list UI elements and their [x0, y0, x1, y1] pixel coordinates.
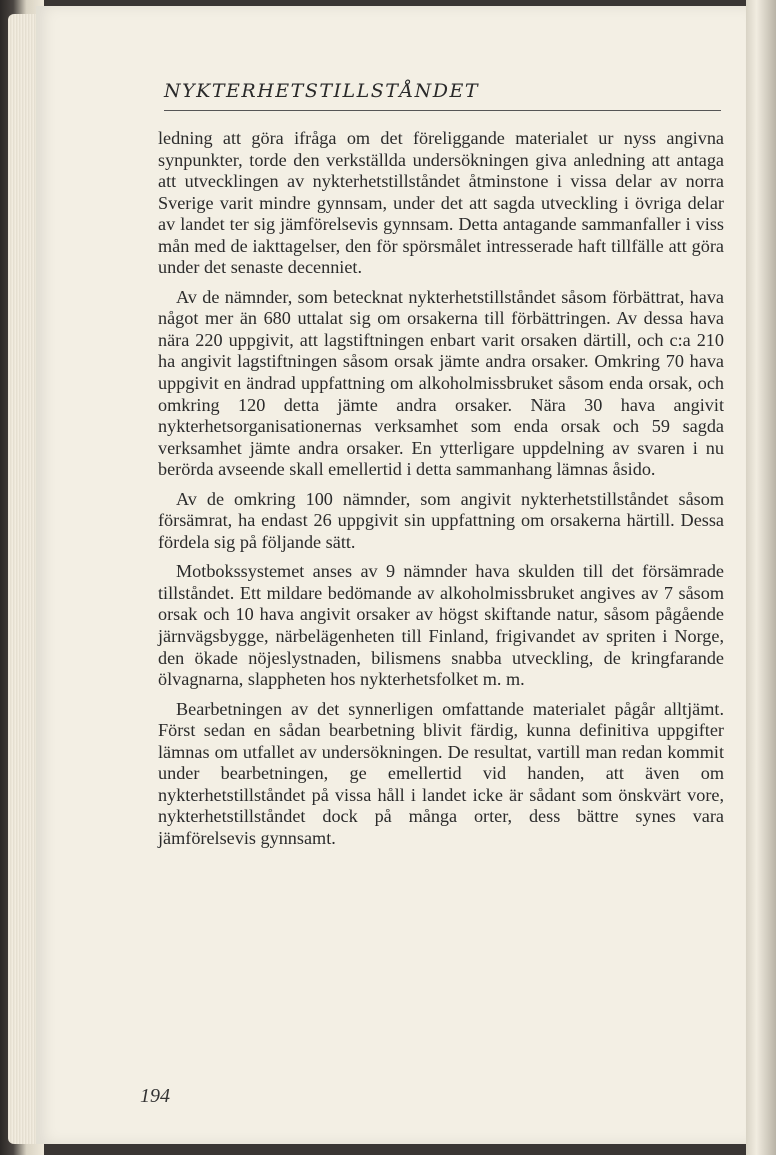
page-number: 194 [140, 1085, 170, 1107]
paragraph: Av de nämnder, som betecknat nykterhetstillståndet såsom förbättrat, hava något mer än 680 uttalat sig om orsakerna till förbättringen. Av dessa hava nära 220 uppgivit, att lagstiftningen enbart varit orsaken därtill, och c:a 210 ha angivit lagstiftningen såsom orsak jämte andra orsaker. Omkring 70 hava uppgivit en ändrad uppfattning om alkoholmissbruket såsom enda orsak, och omkring 120 detta jämte andra orsaker. Nära 30 hava angivit nykterhetsorganisationernas verksamhet som enda orsak och 59 sagda verksamhet jämte andra orsaker. En ytterligare uppdelning av svaren i nu berörda avseende skall emellertid i detta sammanhang lämnas åsido. [158, 286, 724, 480]
facing-page-edge [746, 0, 776, 1155]
paragraph: Bearbetningen av det synnerligen omfattande materialet pågår alltjämt. Först sedan en sådan bearbetning blivit färdig, kunna definitiva uppgifter lämnas om utfallet av undersökningen. De resultat, vartill man redan kommit under bearbetningen, ge emellertid vid handen, att även om nykterhetstillståndet på vissa håll i landet icke är sådant som önskvärt vore, nykterhetstillståndet dock på många orter, dess bättre synes vara jämförelsevis gynnsamt. [158, 698, 724, 848]
body-text [158, 128, 724, 858]
running-header: NYKTERHETSTILLSTÅNDET [164, 80, 480, 102]
paragraph: ledning att göra ifråga om det föreliggande materialet ur nyss angivna synpunkter, torde den verkställda undersökningen giva anledning att antaga att utvecklingen av nykterhetstillståndet åtminstone i vissa delar av norra Sverige varit mindre gynnsam, under det att sagda utveckling i övriga delar av landet ter sig jämförelsevis gynnsam. Detta antagande sammanfaller i viss mån med de iakttagelser, den för spörsmålet intresserade haft tillfälle att göra under det senaste decenniet. [158, 128, 724, 278]
header-rule [164, 110, 721, 111]
paragraph: Av de omkring 100 nämnder, som angivit nykterhetstillståndet såsom försämrat, ha endast 26 uppgivit sin uppfattning om orsakerna härtill. Dessa fördela sig på följande sätt. [158, 488, 724, 552]
paragraph: Motbokssystemet anses av 9 nämnder hava skulden till det försämrade tillståndet. Ett mildare bedömande av alkoholmissbruket angives av 7 såsom orsak och 10 hava angivit orsaker av högst skiftande natur, såsom pågående järnvägsbygge, närbelägenheten till Finland, frigivandet av spriten i Norge, den ökade nöjeslystnaden, bilismens snabba utveckling, de kringfarande ölvagnarna, slappheten hos nykterhetsfolket m. m. [158, 561, 724, 690]
